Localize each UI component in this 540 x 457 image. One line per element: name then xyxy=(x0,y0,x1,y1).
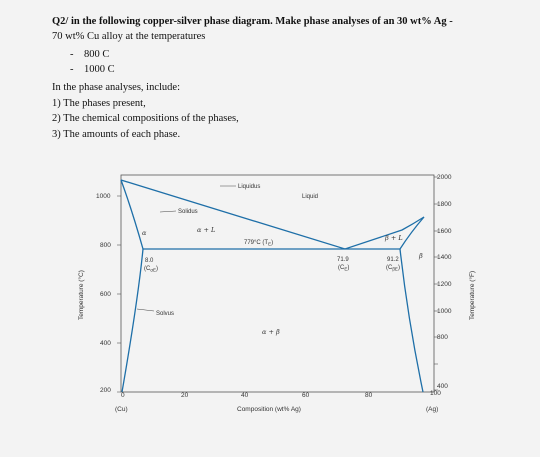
alpha-composition-name: $(C_{\alpha E})$ xyxy=(144,266,158,273)
x-left-end-label: (Cu) xyxy=(115,406,128,413)
analysis-intro: In the phase analyses, include: xyxy=(52,82,180,93)
y-right-tick-label: 1000 xyxy=(437,308,452,315)
y-tick-label: 600 xyxy=(100,291,111,298)
liquidus-label: Liquidus xyxy=(238,184,261,190)
analysis-item: 3) The amounts of each phase. xyxy=(52,128,181,140)
plot-frame xyxy=(121,175,434,392)
beta-composition-value: 91.2 xyxy=(387,257,399,263)
x-tick-label: 60 xyxy=(302,392,310,399)
solvus-label: Solvus xyxy=(156,311,175,317)
y-right-tick-label: 1400 xyxy=(437,254,452,261)
left-tick-labels xyxy=(96,193,111,394)
y-tick-label: 800 xyxy=(100,242,111,249)
alpha-plus-liquid-label: α + L xyxy=(197,226,216,234)
y-right-tick-label: 1800 xyxy=(437,201,452,208)
x-tick-label: 80 xyxy=(365,392,373,399)
x-tick-label: 40 xyxy=(241,392,249,399)
solidus-right xyxy=(400,217,424,249)
question-line-1: Q2/ in the following copper-silver phase diagram. Make phase analyses of an 30 wt% Ag - xyxy=(52,16,453,27)
y-right-tick-label: 2000 xyxy=(437,174,452,181)
temperature-item: - 1000 C xyxy=(70,64,115,75)
liquid-label: Liquid xyxy=(302,194,319,200)
x-tick-label: 20 xyxy=(181,392,189,399)
y-tick-label: 400 xyxy=(100,340,111,347)
x-axis-label: Composition (wt% Ag) xyxy=(237,406,301,413)
right-tick-labels xyxy=(430,174,452,397)
y-right-tick-label: 1600 xyxy=(437,228,452,235)
analysis-item: 1) The phases present, xyxy=(52,97,146,109)
analysis-item: 2) The chemical compositions of the phases, xyxy=(52,113,239,124)
y-right-tick-label: 1200 xyxy=(437,281,452,288)
y-axis-left-label: Temperature (°C) xyxy=(78,270,85,320)
y-tick-label: 200 xyxy=(100,387,111,394)
left-ticks xyxy=(117,196,121,392)
alpha-composition-value: 8.0 xyxy=(145,258,154,264)
solvus-right xyxy=(400,249,423,392)
x-right-end-label: (Ag) xyxy=(426,406,439,413)
liquid-composition-value: 71.9 xyxy=(337,257,349,263)
solidus-label: Solidus xyxy=(178,209,198,215)
liquid-composition-name: $(C_E)$ xyxy=(338,265,350,272)
alpha-plus-beta-label: α + β xyxy=(262,328,280,336)
y-axis-right-label: Temperature (°F) xyxy=(469,270,476,320)
temperature-item: - 800 C xyxy=(70,49,110,60)
beta-label: β xyxy=(419,252,423,260)
y-right-tick-label: 800 xyxy=(437,334,448,341)
y-right-tick-label: 100 xyxy=(430,390,441,397)
x-tick-labels xyxy=(121,392,373,399)
liquidus-line xyxy=(121,180,424,249)
question-line-2: 70 wt% Cu alloy at the temperatures xyxy=(52,31,206,42)
beta-composition-name: $(C_{\beta E})$ xyxy=(386,265,400,272)
y-tick-label: 1000 xyxy=(96,193,111,200)
x-tick-label: 0 xyxy=(121,392,125,399)
alpha-label: α xyxy=(142,229,147,237)
solvus-left xyxy=(122,249,143,392)
beta-plus-liquid-label: β + L xyxy=(385,234,403,242)
eutectic-temperature-label: 779°C $(T_E)$ xyxy=(244,240,274,247)
y-right-tick-label: 400 xyxy=(437,383,448,390)
solidus-left xyxy=(121,180,143,249)
